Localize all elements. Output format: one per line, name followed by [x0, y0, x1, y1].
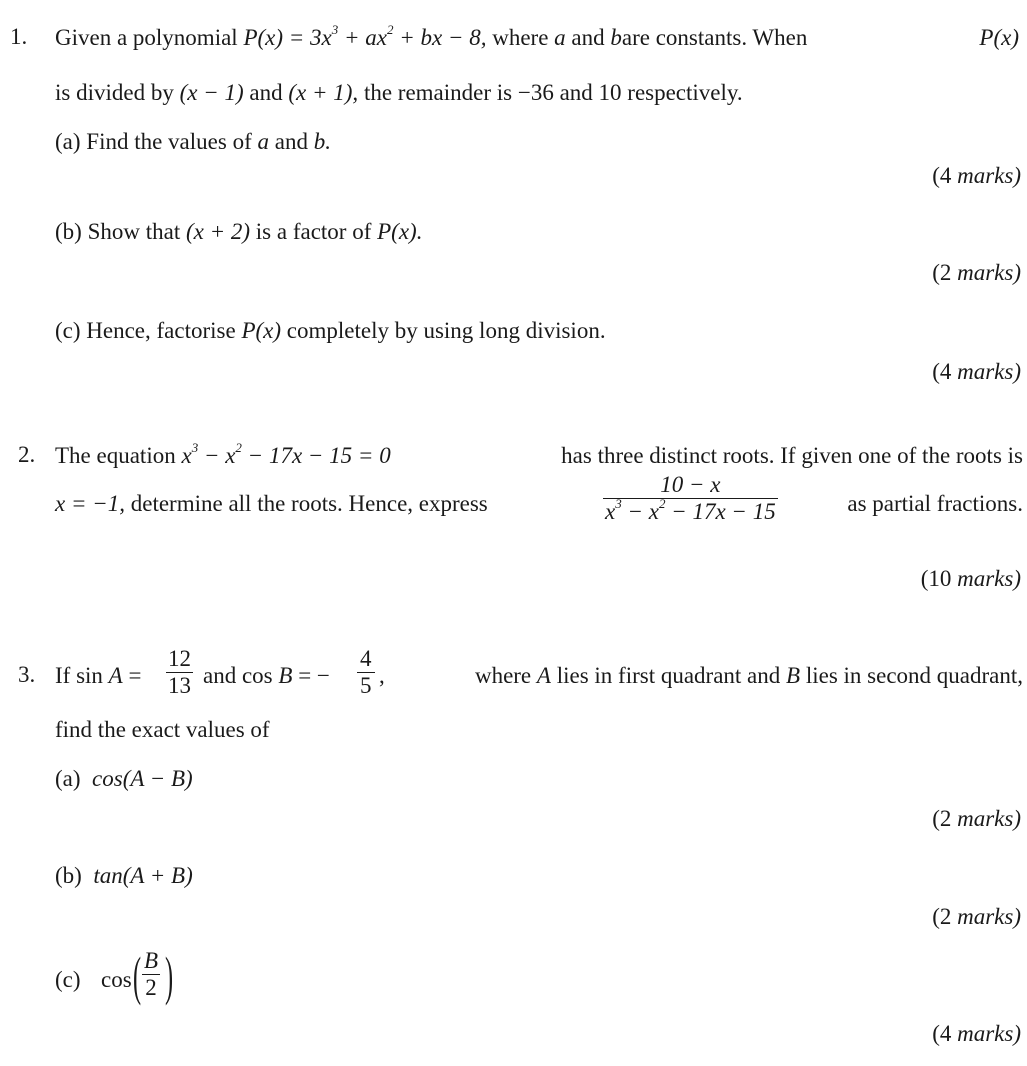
q3-number: 3.: [18, 662, 36, 687]
q2-fraction: $\frac{10 - x}{x^3 - x^2 - 17x - 15}$: [605, 472, 776, 524]
q3-part-c-marks: (4 marks): [932, 1021, 1021, 1046]
q2-equation: $x^3 - x^2 - 17x - 15 = 0$: [181, 440, 391, 468]
q3-part-c-fraction: $\frac{B}{2}$: [144, 948, 159, 1000]
q1-number: 1.: [10, 24, 28, 49]
q1-part-a-marks: (4 marks): [932, 163, 1021, 188]
q2-line2: x = −1, determine all the roots. Hence, express $\frac{10 - x}{x^3 - x^2 - 17x - 15}$ as partial fractions.: [55, 476, 1023, 536]
q3-part-a-marks: (2 marks): [932, 806, 1021, 831]
q1-part-c-marks: (4 marks): [932, 359, 1021, 384]
q3-part-b: (b) tan(A + B): [55, 863, 193, 888]
q2-marks: (10 marks): [920, 566, 1021, 591]
q2-number: 2.: [18, 442, 36, 467]
q2-line1: The equation $x^3 - x^2 - 17x - 15 = 0$ has three distinct roots. If given one of the roots is: [55, 440, 1023, 468]
q1-part-b: (b) Show that (x + 2) is a factor of P(x).: [55, 219, 423, 244]
q1-part-c: (c) Hence, factorise P(x) completely by using long division.: [55, 318, 606, 343]
q1-part-b-marks: (2 marks): [932, 260, 1021, 285]
q3-part-b-marks: (2 marks): [932, 904, 1021, 929]
q3-sin-fraction: $\frac{12}{13}$: [168, 646, 191, 698]
q1-part-a: (a) Find the values of a and b.: [55, 129, 331, 154]
q3-line1: If sin A = $\frac{12}{13}$ and cos B = − $\frac{4}{5}$ , where A lies in first quadrant and B lies in second quadrant,: [55, 646, 1023, 698]
q3-part-a: (a) cos(A − B): [55, 766, 193, 791]
q3-cos-fraction: $\frac{4}{5}$: [357, 646, 375, 699]
q1-line1: Given a polynomial $P(x) = 3x^3 + ax^2$ + bx − 8, where a and bare constants. When P(x): [55, 22, 1019, 50]
q1-line2: is divided by (x − 1) and (x + 1), the remainder is −36 and 10 respectively.: [55, 80, 743, 105]
q1-polynomial: $P(x) = 3x^3 + ax^2$ + bx − 8,: [243, 22, 487, 50]
q3-line2: find the exact values of: [55, 717, 270, 742]
